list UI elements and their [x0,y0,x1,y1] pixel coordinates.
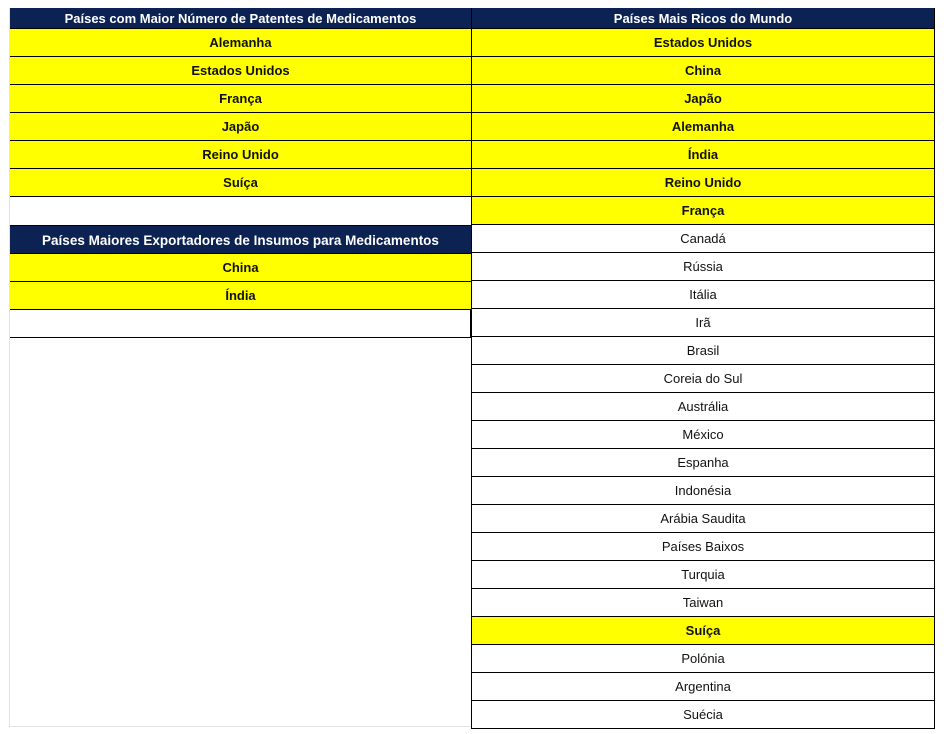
ricos-item: Indonésia [471,477,935,505]
exportadores-item: Índia [10,282,471,310]
exportadores-header: Países Maiores Exportadores de Insumos para Medicamentos [10,225,471,254]
patentes-item: Estados Unidos [10,57,471,85]
ricos-item: China [471,57,935,85]
ricos-item: Arábia Saudita [471,505,935,533]
ricos-item: Taiwan [471,589,935,617]
blank-cell [10,197,471,225]
ricos-item: Canadá [471,225,935,253]
ricos-item: Índia [471,141,935,169]
ricos-item: Suécia [471,701,935,729]
ricos-item: Rússia [471,253,935,281]
ricos-item: Alemanha [471,113,935,141]
patentes-item: Japão [10,113,471,141]
ricos-item: Turquia [471,561,935,589]
patentes-item: Alemanha [10,29,471,57]
ricos-item: Argentina [471,673,935,701]
ricos-item: Espanha [471,449,935,477]
ricos-item: Suíça [471,617,935,645]
ricos-header: Países Mais Ricos do Mundo [471,8,935,29]
ricos-item: Países Baixos [471,533,935,561]
ricos-item: Irã [471,309,935,337]
ricos-item: Japão [471,85,935,113]
ricos-item: Polónia [471,645,935,673]
blank-cell [10,310,471,338]
ricos-item: Estados Unidos [471,29,935,57]
exportadores-item: China [10,254,471,282]
ricos-item: México [471,421,935,449]
patentes-header: Países com Maior Número de Patentes de Medicamentos [10,8,471,29]
patentes-item: Suíça [10,169,471,197]
right-column [471,8,935,729]
ricos-item: Reino Unido [471,169,935,197]
ricos-item: Austrália [471,393,935,421]
patentes-item: Reino Unido [10,141,471,169]
ricos-item: Coreia do Sul [471,365,935,393]
ricos-item: França [471,197,935,225]
ricos-item: Brasil [471,337,935,365]
patentes-item: França [10,85,471,113]
left-column [9,8,471,727]
ricos-item: Itália [471,281,935,309]
